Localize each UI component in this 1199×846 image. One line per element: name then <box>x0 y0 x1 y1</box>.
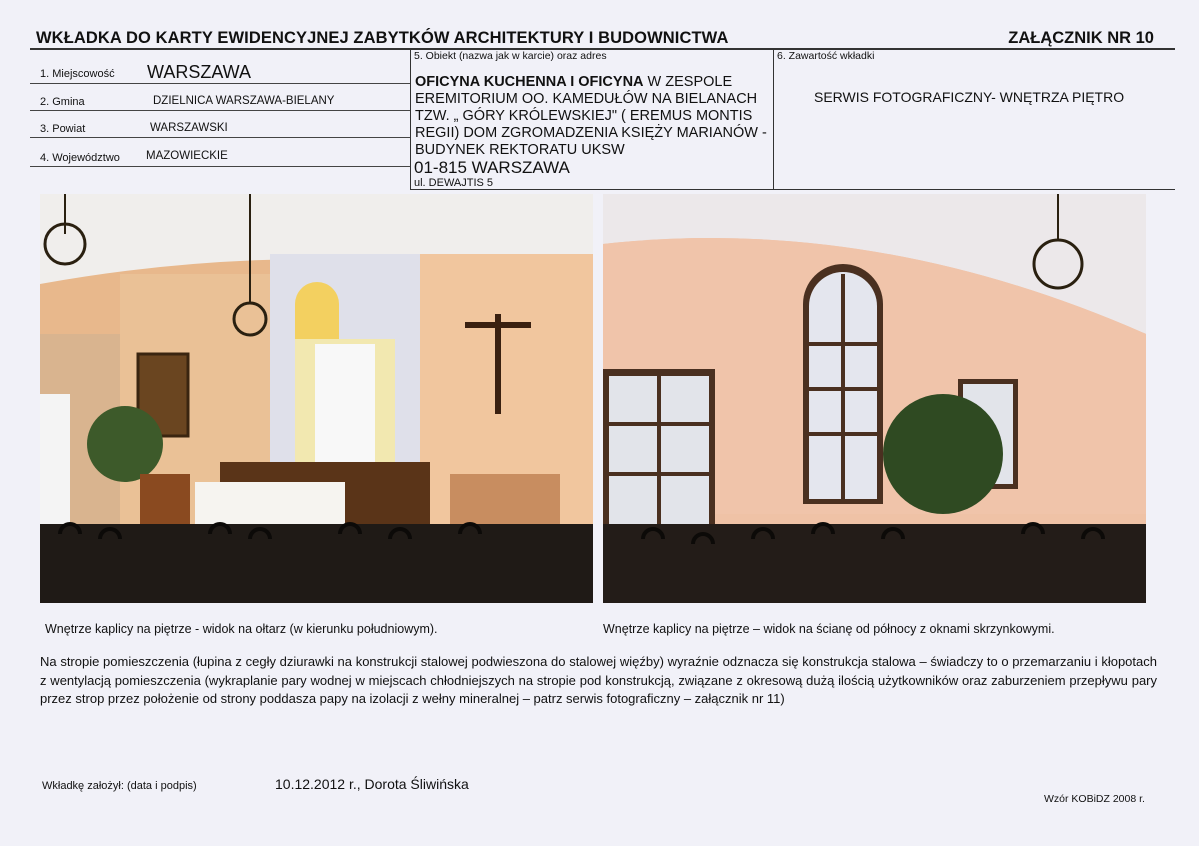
contents-label: 6. Zawartość wkładki <box>777 50 875 62</box>
object-name-rest: W ZESPOLE EREMITORIUM OO. KAMEDUŁÓW NA BIELANACH TZW. „ GÓRY KRÓLEWSKIEJ" ( EREMUS MONTIS REGII) DOM ZGROMADZENIA KSIĘŻY MARIANÓW - BUDYNEK REKTORATU UKSW <box>415 74 767 158</box>
divider <box>30 137 410 138</box>
photo-chapel-north-wall <box>603 194 1146 603</box>
photo-caption-2: Wnętrze kaplicy na piętrze – widok na ścianę od północy z oknami skrzynkowymi. <box>603 622 1055 636</box>
author-value: 10.12.2012 r., Dorota Śliwińska <box>275 776 469 792</box>
photo-chapel-altar <box>40 194 593 603</box>
object-name <box>415 74 770 159</box>
description-paragraph: Na stropie pomieszczenia (łupina z cegły dziurawki na konstrukcji stalowej podwieszona do stalowej więźby) wyraźnie odznacza się konstrukcja stalowa – świadczy to o przemarzaniu i kłopotach z wentylacją pomieszczenia (wykraplanie pary wodnej w miejscach chłodniejszych na stropie pod konstrukcją, związane z okresową dużą ilością użytkowników oraz zaburzeniem przepływu pary przez strop przez położenie od strony poddasza papy na izolacji z wełny mineralnej – patrz serwis fotograficzny – załącznik nr 11) <box>40 654 1157 706</box>
object-street: ul. DEWAJTIS 5 <box>414 177 494 189</box>
object-postal: 01-815 WARSZAWA <box>414 158 570 177</box>
divider <box>410 189 1175 190</box>
divider <box>30 110 410 111</box>
divider <box>30 166 410 167</box>
object-name-bold: OFICYNA KUCHENNA I OFICYNA <box>415 74 644 90</box>
field-label: 1. Miejscowość <box>40 68 115 80</box>
field-value: MAZOWIECKIE <box>146 150 228 162</box>
template-version: Wzór KOBiDZ 2008 r. <box>1044 793 1145 805</box>
annex-number: ZAŁĄCZNIK NR 10 <box>1008 29 1154 47</box>
divider <box>410 48 411 190</box>
contents-value: SERWIS FOTOGRAFICZNY- WNĘTRZA PIĘTRO <box>814 89 1125 105</box>
document-title: WKŁADKA DO KARTY EWIDENCYJNEJ ZABYTKÓW ARCHITEKTURY I BUDOWNICTWA <box>36 29 729 47</box>
field-label: 3. Powiat <box>40 123 86 135</box>
field-label: 4. Województwo <box>40 152 120 164</box>
field-label: 2. Gmina <box>40 96 85 108</box>
field-value: DZIELNICA WARSZAWA-BIELANY <box>153 95 335 107</box>
photo-caption-1: Wnętrze kaplicy na piętrze - widok na ołtarz (w kierunku południowym). <box>45 622 438 636</box>
field-value: WARSZAWA <box>147 62 251 82</box>
object-label: 5. Obiekt (nazwa jak w karcie) oraz adres <box>414 50 607 62</box>
divider <box>773 48 774 190</box>
author-label: Wkładkę założył: (data i podpis) <box>42 780 197 792</box>
divider <box>30 83 410 84</box>
field-value: WARSZAWSKI <box>150 122 228 134</box>
